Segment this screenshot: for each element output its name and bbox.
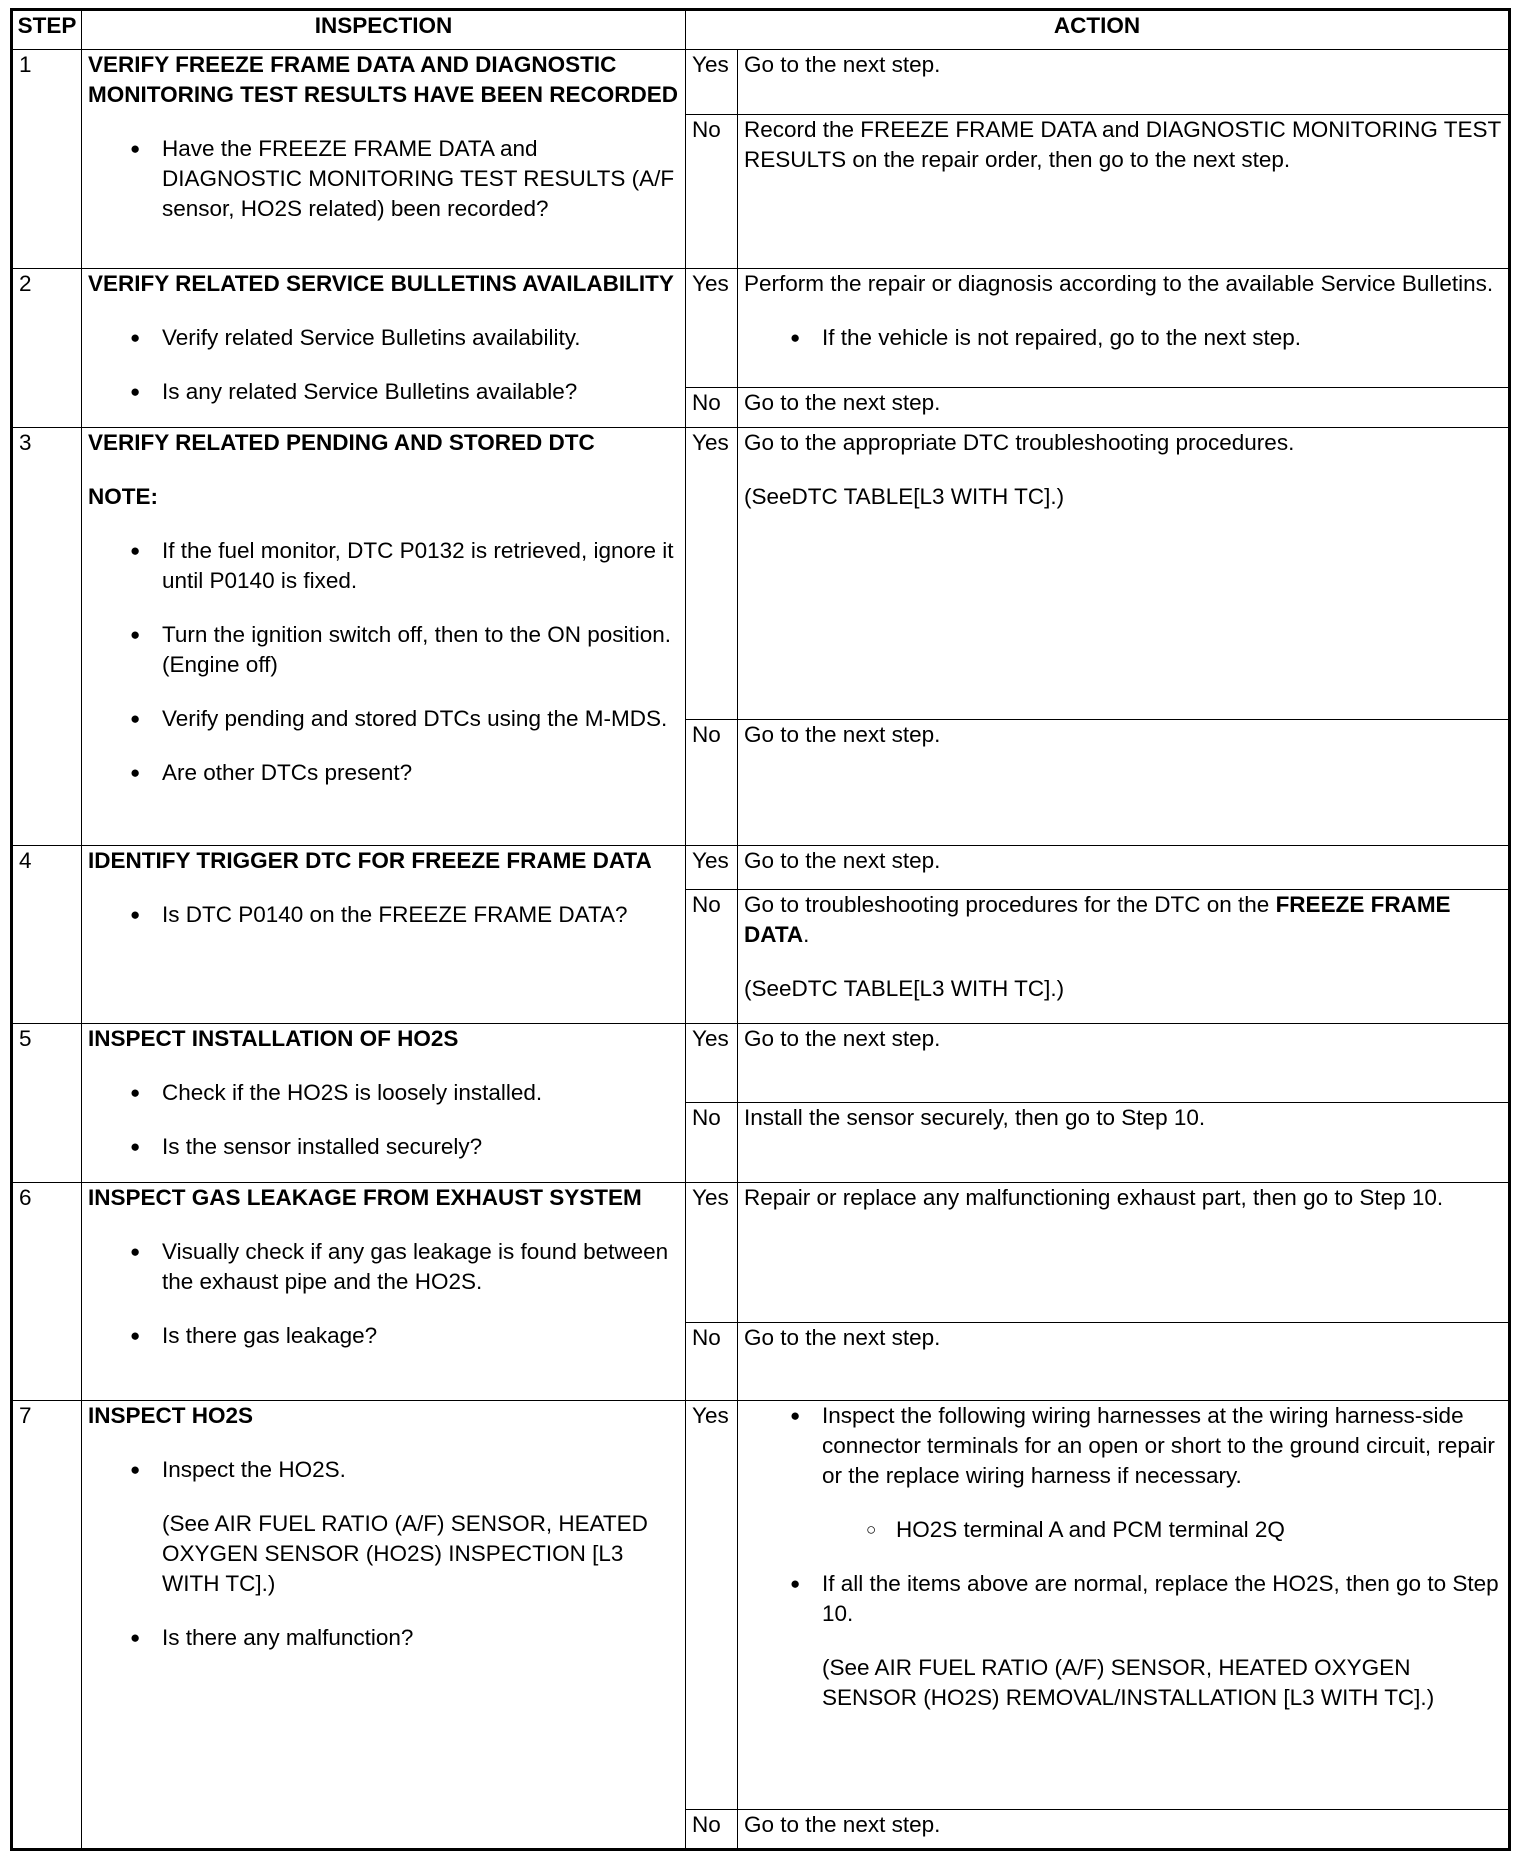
step-number: 4	[12, 846, 82, 1023]
bullet-item: ● Is the sensor installed securely?	[88, 1132, 679, 1162]
bullet-list	[88, 323, 679, 407]
no-action: Install the sensor securely, then go to Step 10.	[738, 1102, 1510, 1182]
bullet-list	[744, 1401, 1502, 1713]
bullet-list	[88, 900, 679, 930]
step-number: 5	[12, 1023, 82, 1183]
yes-action: Go to the next step.	[738, 846, 1510, 890]
step-number: 7	[12, 1401, 82, 1850]
header-step: STEP	[12, 10, 82, 50]
yes-action: Perform the repair or diagnosis according to the available Service Bulletins.	[744, 271, 1494, 297]
bullet-item: ● Is there gas leakage?	[88, 1321, 679, 1351]
step-2-yes-row	[12, 269, 1510, 388]
step-title: VERIFY RELATED PENDING AND STORED DTC	[88, 429, 595, 455]
no-action: Go to the next step.	[738, 1322, 1510, 1400]
no-action: Go to the next step.	[738, 388, 1510, 428]
step-number: 6	[12, 1183, 82, 1401]
step-title: IDENTIFY TRIGGER DTC FOR FREEZE FRAME DATA	[88, 848, 652, 874]
step-title: VERIFY FREEZE FRAME DATA AND DIAGNOSTIC MONITORING TEST RESULTS HAVE BEEN RECORDED	[88, 52, 679, 107]
bullet-list	[88, 1237, 679, 1351]
no-label: No	[686, 1322, 738, 1400]
bullet-list	[88, 536, 679, 788]
no-action-end: .	[803, 921, 810, 947]
header-row	[12, 10, 1510, 50]
bullet-text: ● Inspect the HO2S.	[162, 1457, 346, 1483]
bullet-text: ● Inspect the following wiring harnesses at the wiring harness-side connector terminals for an open or short to the ground circuit, repair or the replace wiring harness if necessary.	[822, 1403, 1495, 1489]
bullet-list	[88, 1455, 679, 1653]
header-action: ACTION	[686, 10, 1510, 50]
no-label: No	[686, 388, 738, 428]
no-action: Go to the next step.	[738, 1810, 1510, 1850]
step-6-inspection	[82, 1183, 686, 1401]
yes-label: Yes	[686, 50, 738, 115]
header-inspection: INSPECTION	[82, 10, 686, 50]
no-label: No	[686, 889, 738, 1023]
yes-action-cell	[738, 427, 1510, 719]
step-title: INSPECT INSTALLATION OF HO2S	[88, 1025, 459, 1051]
yes-action: Go to the next step.	[738, 50, 1510, 115]
step-4-inspection	[82, 846, 686, 1023]
reference-link[interactable]: (See AIR FUEL RATIO (A/F) SENSOR, HEATED OXYGEN SENSOR (HO2S) INSPECTION [L3 WITH TC].)	[162, 1511, 648, 1597]
no-action-cell	[738, 889, 1510, 1023]
no-action: Record the FREEZE FRAME DATA and DIAGNOSTIC MONITORING TEST RESULTS on the repair order, then go to the next step.	[738, 114, 1510, 268]
bullet-item	[744, 1401, 1502, 1545]
note-label: NOTE:	[88, 483, 158, 509]
no-label: No	[686, 719, 738, 845]
yes-action: Go to the next step.	[738, 1023, 1510, 1102]
step-2-inspection	[82, 269, 686, 428]
bullet-text: ● If all the items above are normal, replace the HO2S, then go to Step 10.	[822, 1571, 1499, 1627]
bullet-item: ● Check if the HO2S is loosely installed.	[88, 1078, 679, 1108]
step-7-inspection	[82, 1401, 686, 1850]
inspection-procedure-table	[10, 8, 1511, 1851]
yes-label: Yes	[686, 1183, 738, 1323]
no-action-text: Go to troubleshooting procedures for the DTC on the	[744, 891, 1276, 917]
no-label: No	[686, 1810, 738, 1850]
no-action-emphasis: FREEZE FRAME DATA	[744, 891, 1451, 947]
step-3-inspection	[82, 427, 686, 845]
step-title: INSPECT HO2S	[88, 1403, 254, 1429]
bullet-item: ● Is any related Service Bulletins available?	[88, 377, 679, 407]
bullet-item: ● Have the FREEZE FRAME DATA and DIAGNOSTIC MONITORING TEST RESULTS (A/F sensor, HO2S related) been recorded?	[88, 134, 679, 224]
bullet-item: ● Is DTC P0140 on the FREEZE FRAME DATA?	[88, 900, 679, 930]
yes-label: Yes	[686, 269, 738, 388]
step-5-inspection	[82, 1023, 686, 1183]
step-1-inspection	[82, 50, 686, 269]
bullet-item: ● Verify related Service Bulletins availability.	[88, 323, 679, 353]
bullet-item: ● Visually check if any gas leakage is found between the exhaust pipe and the HO2S.	[88, 1237, 679, 1297]
bullet-list	[88, 1078, 679, 1162]
bullet-item: ● If the vehicle is not repaired, go to the next step.	[744, 323, 1502, 353]
bullet-item: ● Turn the ignition switch off, then to the ON position. (Engine off)	[88, 620, 679, 680]
yes-action: Go to the appropriate DTC troubleshooting procedures.	[744, 429, 1295, 455]
bullet-item: ● Are other DTCs present?	[88, 758, 679, 788]
no-label: No	[686, 1102, 738, 1182]
no-label: No	[686, 114, 738, 268]
step-title: INSPECT GAS LEAKAGE FROM EXHAUST SYSTEM	[88, 1185, 642, 1211]
bullet-list	[88, 134, 679, 224]
step-3-yes-row	[12, 427, 1510, 719]
yes-label: Yes	[686, 846, 738, 890]
step-7-yes-row	[12, 1401, 1510, 1810]
sub-bullet-item: ○ HO2S terminal A and PCM terminal 2Q	[822, 1515, 1502, 1545]
bullet-item: ● Verify pending and stored DTCs using the M-MDS.	[88, 704, 679, 734]
yes-action: Repair or replace any malfunctioning exhaust part, then go to Step 10.	[738, 1183, 1510, 1323]
step-5-yes-row	[12, 1023, 1510, 1102]
reference-link[interactable]: (SeeDTC TABLE[L3 WITH TC].)	[744, 483, 1065, 509]
yes-action-cell	[738, 1401, 1510, 1810]
yes-label: Yes	[686, 1023, 738, 1102]
step-1-yes-row	[12, 50, 1510, 115]
sub-bullet-list	[822, 1515, 1502, 1545]
bullet-item	[744, 1569, 1502, 1713]
step-6-yes-row	[12, 1183, 1510, 1323]
no-action	[744, 890, 1502, 950]
bullet-list	[744, 323, 1502, 353]
bullet-item: ● If the fuel monitor, DTC P0132 is retrieved, ignore it until P0140 is fixed.	[88, 536, 679, 596]
reference-link[interactable]: (SeeDTC TABLE[L3 WITH TC].)	[744, 975, 1065, 1001]
reference-link[interactable]: (See AIR FUEL RATIO (A/F) SENSOR, HEATED OXYGEN SENSOR (HO2S) REMOVAL/INSTALLATION [L3 WITH TC].)	[822, 1655, 1435, 1711]
step-4-yes-row	[12, 846, 1510, 890]
bullet-item	[88, 1455, 679, 1599]
yes-label: Yes	[686, 427, 738, 719]
bullet-item: ● Is there any malfunction?	[88, 1623, 679, 1653]
yes-label: Yes	[686, 1401, 738, 1810]
step-title: VERIFY RELATED SERVICE BULLETINS AVAILABILITY	[88, 271, 674, 297]
step-number: 1	[12, 50, 82, 269]
yes-action-cell	[738, 269, 1510, 388]
step-number: 3	[12, 427, 82, 845]
no-action: Go to the next step.	[738, 719, 1510, 845]
step-number: 2	[12, 269, 82, 428]
